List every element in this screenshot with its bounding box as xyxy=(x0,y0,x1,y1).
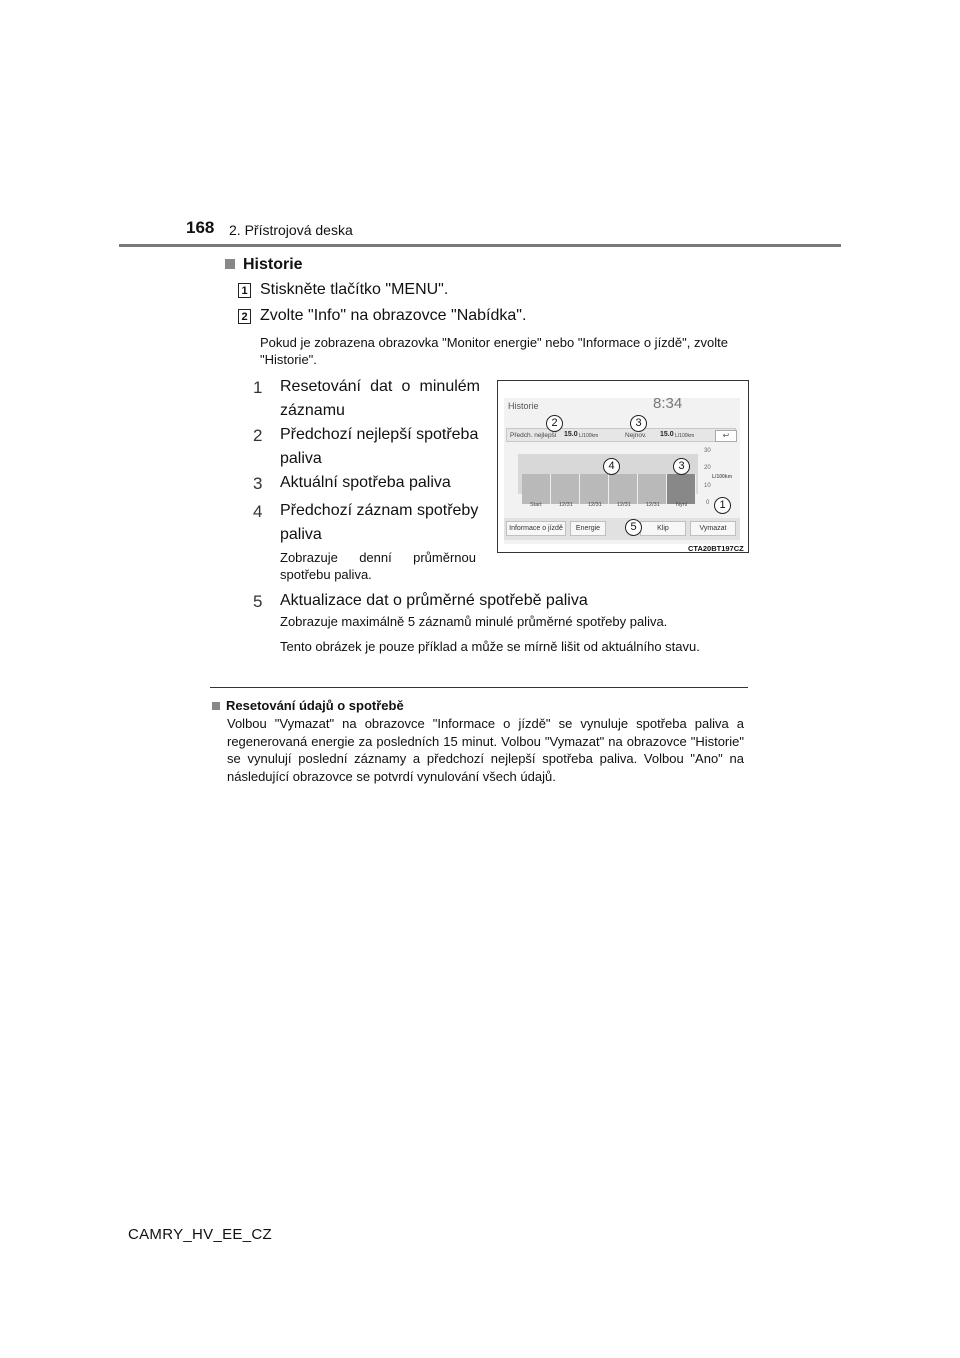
step-note: Pokud je zobrazena obrazovka "Monitor energie" nebo "Informace o jízdě", zvolte "Historie". xyxy=(260,335,728,367)
clear-button[interactable]: Vymazat xyxy=(690,521,736,536)
energy-button[interactable]: Energie xyxy=(570,521,606,536)
best-unit: L/100km xyxy=(579,433,599,439)
step-1-text: Stiskněte tlačítko "MENU". xyxy=(260,281,449,298)
item-1-text: Resetování dat o minulém záznamu xyxy=(280,378,480,419)
history-screen-illustration xyxy=(497,380,749,553)
step-number-1: 1 xyxy=(238,283,251,298)
best-value: 15.0 xyxy=(564,431,578,438)
running-head: 2. Přístrojová deska xyxy=(229,222,353,238)
y-unit: L/100km xyxy=(712,474,733,480)
back-button[interactable]: ↩ xyxy=(715,430,737,442)
heading-historie xyxy=(225,256,303,274)
current-label: Nejnov. xyxy=(625,432,647,439)
graph-bar-current xyxy=(667,474,696,504)
best-label: Předch. nejlepší xyxy=(510,432,557,439)
graph-bar xyxy=(551,474,580,504)
x-label: 12/31 xyxy=(617,502,631,508)
heading-text: Historie xyxy=(243,256,303,273)
consumption-summary-row xyxy=(506,428,736,442)
x-label: 12/31 xyxy=(559,502,573,508)
screen-clock: 8:34 xyxy=(653,395,683,412)
screen-button-bar xyxy=(504,518,740,540)
graph-bar xyxy=(580,474,609,504)
header-rule xyxy=(119,244,841,247)
item-number-2: 2 xyxy=(253,426,263,445)
figure-id: CTA20BT197CZ xyxy=(688,544,744,553)
reset-heading-text: Resetování údajů o spotřebě xyxy=(226,698,404,713)
screen-title: Historie xyxy=(508,401,539,411)
y-tick: 10 xyxy=(704,483,711,489)
document-code: CAMRY_HV_EE_CZ xyxy=(128,1226,272,1243)
x-label: Nyní xyxy=(676,502,688,508)
callout-3: 3 xyxy=(630,415,647,432)
callout-1: 1 xyxy=(714,497,731,514)
item-2-text: Předchozí nejlepší spotřeba paliva xyxy=(280,426,479,467)
item-5-note-1: Zobrazuje maximálně 5 záznamů minulé průměrné spotřeby paliva. xyxy=(280,614,668,629)
callout-5: 5 xyxy=(625,519,642,536)
reset-paragraph: Volbou "Vymazat" na obrazovce "Informace o jízdě" se vynuluje spotřeba paliva a regenerovaná energie za posledních 15 minut. Volbou "Vymazat" na obrazovce "Historie" se vynulují poslední záznamy a předchozí nejlepší spotřeba paliva. Volbou "Ano" na následující obrazovce se potvrdí vynulování všech údajů. xyxy=(227,716,744,784)
section-rule xyxy=(210,687,748,688)
x-label: 12/31 xyxy=(588,502,602,508)
item-number-5: 5 xyxy=(253,592,263,611)
step-2-text: Zvolte "Info" na obrazovce "Nabídka". xyxy=(260,307,527,324)
graph-bar xyxy=(609,474,638,504)
step-number-2: 2 xyxy=(238,309,251,324)
item-number-4: 4 xyxy=(253,502,263,521)
clip-button[interactable]: Klip xyxy=(640,521,686,536)
page-number: 168 xyxy=(186,218,215,237)
heading-reset xyxy=(212,698,404,713)
item-5-note-2: Tento obrázek je pouze příklad a může se mírně lišit od aktuálního stavu. xyxy=(280,639,700,654)
callout-4: 4 xyxy=(603,458,620,475)
current-value: 15.0 xyxy=(660,431,674,438)
item-3-text: Aktuální spotřeba paliva xyxy=(280,474,451,491)
graph-bar xyxy=(638,474,667,504)
callout-3b: 3 xyxy=(673,458,690,475)
x-label: Start xyxy=(530,502,542,508)
item-number-1: 1 xyxy=(253,378,263,397)
display-screen xyxy=(504,395,740,544)
item-5-text: Aktualizace dat o průměrné spotřebě paliva xyxy=(280,592,588,609)
callout-2: 2 xyxy=(546,415,563,432)
graph-bar xyxy=(522,474,551,504)
y-tick: 30 xyxy=(704,448,711,454)
item-4-note: Zobrazuje denní průměrnou spotřebu paliva. xyxy=(280,550,476,582)
current-unit: L/100km xyxy=(675,433,695,439)
x-label: 12/31 xyxy=(646,502,660,508)
item-4-text: Předchozí záznam spotřeby paliva xyxy=(280,502,479,543)
item-number-3: 3 xyxy=(253,474,263,493)
trip-info-button[interactable]: Informace o jízdě xyxy=(506,521,566,536)
y-tick: 0 xyxy=(706,500,710,506)
y-tick: 20 xyxy=(704,465,711,471)
square-bullet-icon xyxy=(225,259,235,269)
square-bullet-icon xyxy=(212,702,220,710)
